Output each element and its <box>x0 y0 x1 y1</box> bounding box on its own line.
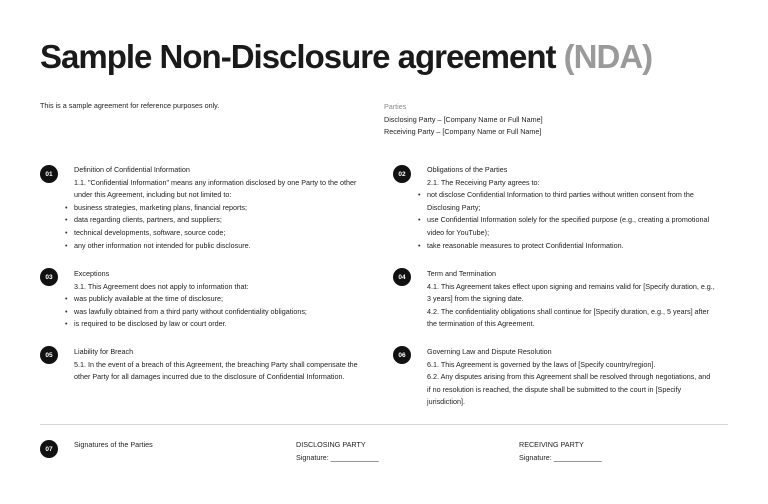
section-line: 1.1. "Confidential Information" means any information disclosed by one Party to the other <box>74 177 357 187</box>
bullet-item: • any other information not intended for public disclosure. <box>74 240 394 253</box>
bullet-item: • technical developments, software, source code; <box>74 227 394 240</box>
section-title: Obligations of the Parties <box>427 165 508 174</box>
section-number-badge: 07 <box>40 440 58 458</box>
page-title <box>40 38 652 76</box>
section-line: 6.1. This Agreement is governed by the laws of [Specify country/region]. <box>427 359 656 369</box>
title-main: Sample Non-Disclosure agreement <box>40 38 556 75</box>
bullet-item: • data regarding clients, partners, and suppliers; <box>74 214 394 227</box>
section-number-badge: 06 <box>393 346 411 364</box>
section-number-badge: 05 <box>40 346 58 364</box>
section-liability <box>74 346 394 384</box>
section-line: 4.2. The confidentiality obligations shall continue for [Specify duration, e.g., 5 years] after <box>427 306 709 316</box>
section-number-badge: 04 <box>393 268 411 286</box>
section-line: the termination of this Agreement. <box>427 319 535 329</box>
intro-text: This is a sample agreement for reference purposes only. <box>40 101 220 110</box>
disclosing-signature-block <box>296 439 379 464</box>
title-accent: (NDA) <box>563 38 653 75</box>
receiving-party-label: RECEIVING PARTY <box>519 440 584 449</box>
section-number-badge: 01 <box>40 165 58 183</box>
section-governing-law <box>427 346 732 409</box>
section-line: jurisdiction]. <box>427 397 465 407</box>
section-number-badge: 02 <box>393 165 411 183</box>
section-line: 3 years] from the signing date. <box>427 294 524 304</box>
section-term <box>427 268 732 331</box>
bullet-item: • was lawfully obtained from a third party without confidentiality obligations; <box>74 306 394 319</box>
parties-heading: Parties <box>384 102 407 111</box>
bullet-item: • use Confidential Information solely for the specified purpose (e.g., creating a promotional <box>427 214 732 227</box>
section-line: 6.2. Any disputes arising from this Agreement shall be resolved through negotiations, and <box>427 372 711 382</box>
section-definition <box>74 164 394 252</box>
section-line: if no resolution is reached, the dispute shall be submitted to the court in [Specify <box>427 384 682 394</box>
disclosing-party-label: DISCLOSING PARTY <box>296 440 366 449</box>
bullet-continuation: Disclosing Party; <box>427 202 481 212</box>
section-line: 3.1. This Agreement does not apply to information that: <box>74 281 249 291</box>
section-line: other Party for all damages incurred due to the disclosure of Confidential Information. <box>74 372 345 382</box>
receiving-party: Receiving Party – [Company Name or Full Name] <box>384 127 542 137</box>
section-line: 2.1. The Receiving Party agrees to: <box>427 177 540 187</box>
bullet-item: • was publicly available at the time of disclosure; <box>74 293 394 306</box>
bullet-item: • business strategies, marketing plans, financial reports; <box>74 202 394 215</box>
signatures-title: Signatures of the Parties <box>74 440 153 449</box>
section-line: under this Agreement, including but not limited to: <box>74 190 232 200</box>
section-line: 4.1. This Agreement takes effect upon signing and remains valid for [Specify duration, e.g., <box>427 281 715 291</box>
section-title: Liability for Breach <box>74 347 134 356</box>
section-number-badge: 03 <box>40 268 58 286</box>
section-line: 5.1. In the event of a breach of this Agreement, the breaching Party shall compensate the <box>74 359 358 369</box>
section-title: Definition of Confidential Information <box>74 165 190 174</box>
section-title: Governing Law and Dispute Resolution <box>427 347 552 356</box>
bullet-item: • is required to be disclosed by law or court order. <box>74 318 394 331</box>
bullet-item: • take reasonable measures to protect Confidential Information. <box>427 240 732 253</box>
section-title: Exceptions <box>74 269 110 278</box>
disclosing-signature-line[interactable]: Signature: ____________ <box>296 452 379 462</box>
section-divider <box>40 424 728 425</box>
disclosing-party: Disclosing Party – [Company Name or Full Name] <box>384 114 543 124</box>
section-title: Term and Termination <box>427 269 496 278</box>
parties-block <box>384 101 543 139</box>
receiving-signature-line[interactable]: Signature: ____________ <box>519 452 602 462</box>
bullet-continuation: video for YouTube); <box>427 227 490 237</box>
section-exceptions <box>74 268 394 331</box>
bullet-item: • not disclose Confidential Information to third parties without written consent from the <box>427 189 732 202</box>
receiving-signature-block <box>519 439 602 464</box>
section-obligations <box>427 164 732 252</box>
